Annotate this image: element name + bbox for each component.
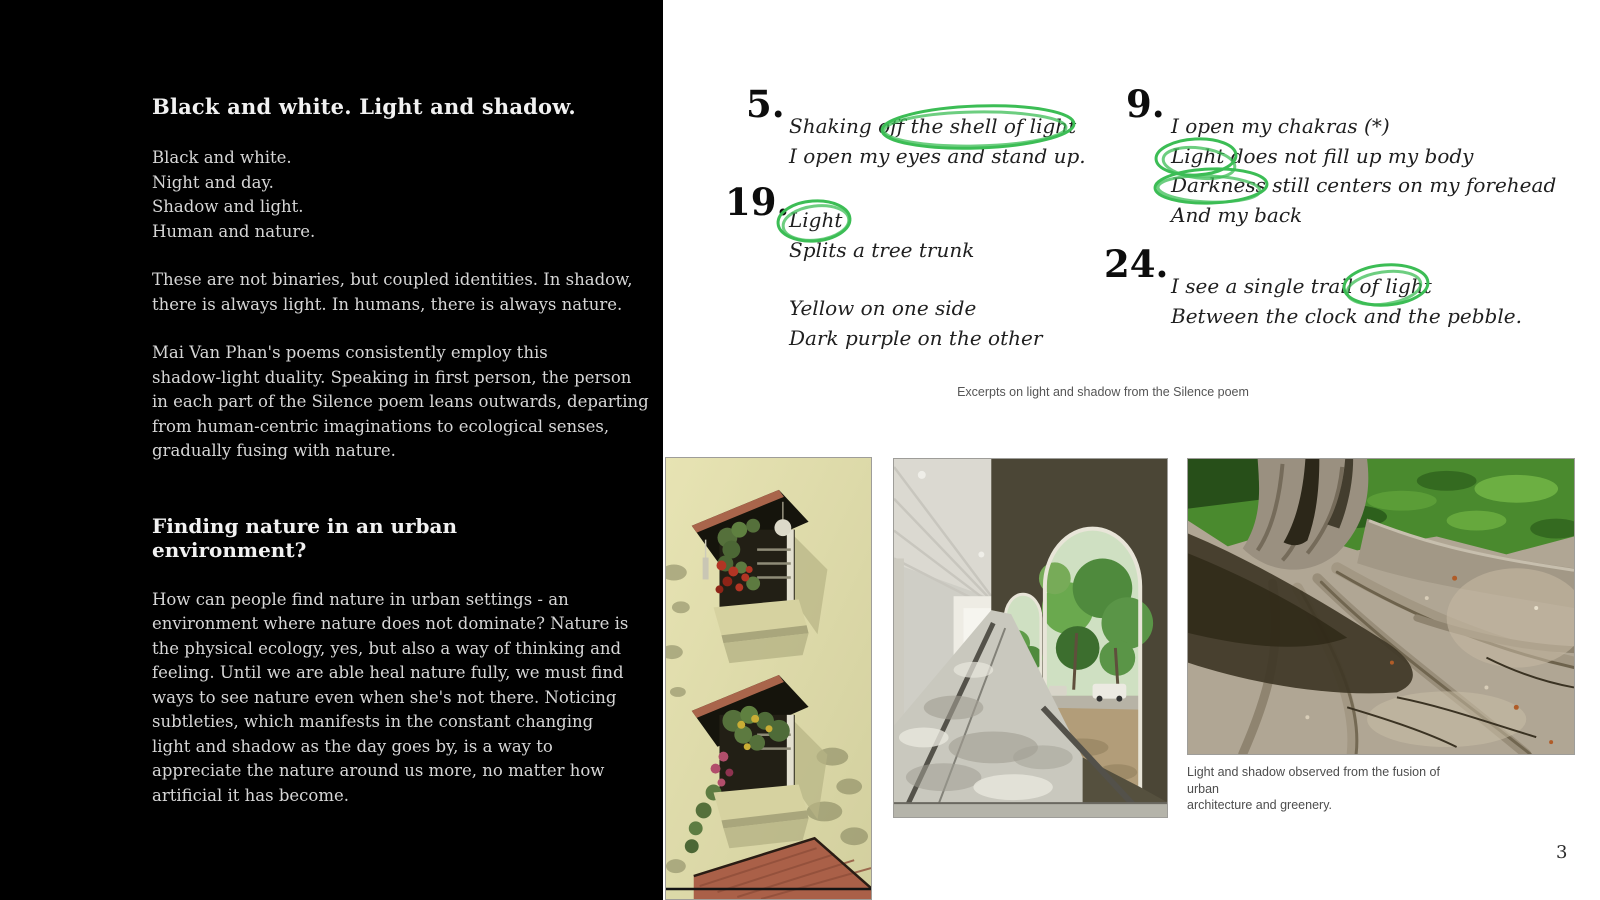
paragraph-line: Mai Van Phan's poems consistently employ this xyxy=(152,343,548,362)
excerpt-number-24: 24. xyxy=(1104,242,1169,286)
paragraph-line: there is always light. In humans, there is always nature. xyxy=(152,294,623,314)
excerpt-19-lines xyxy=(789,206,1042,353)
intro-line: Shadow and light. xyxy=(152,197,304,216)
poem-line: Between the clock and the pebble. xyxy=(1171,303,1522,328)
poem-line: Light xyxy=(789,208,843,232)
paragraph-mai-van-phan xyxy=(152,341,649,464)
excerpt-9-lines xyxy=(1171,112,1556,230)
poems-caption: Excerpts on light and shadow from the Silence poem xyxy=(957,385,1249,399)
excerpt-24-lines xyxy=(1171,272,1522,331)
tree-roots-illustration xyxy=(1188,459,1574,754)
excerpt-number-19: 19. xyxy=(725,180,790,224)
intro-lines xyxy=(152,146,582,244)
intro-line: Black and white. xyxy=(152,148,292,167)
photo-tree-roots xyxy=(1187,458,1575,755)
paragraph-line: gradually fusing with nature. xyxy=(152,441,396,460)
left-panel-content xyxy=(152,94,649,808)
poem-line: I see a single trail of light xyxy=(1171,274,1432,298)
paragraph-line: from human-centric imaginations to ecological senses, xyxy=(152,416,610,436)
paragraph-line: in each part of the Silence poem leans outwards, departing xyxy=(152,392,649,411)
paragraph-line: subtleties, which manifests in the constant changing xyxy=(152,712,594,731)
paragraph-line: feeling. Until we are able heal nature fully, we must find xyxy=(152,663,624,682)
intro-line: Night and day. xyxy=(152,172,274,192)
caption-line: architecture and greenery. xyxy=(1187,798,1332,812)
paragraph-line: How can people find nature in urban settings - an xyxy=(152,589,569,609)
poem-line: Darkness still centers on my forehead xyxy=(1171,173,1557,197)
poem-line: Splits a tree trunk xyxy=(789,237,975,262)
poem-line: Dark purple on the other xyxy=(789,325,1043,350)
excerpt-5-lines xyxy=(789,112,1086,171)
poem-line: Shaking off the shell of light xyxy=(789,114,1077,138)
section-heading-urban-nature: Finding nature in an urban environment? xyxy=(152,513,458,562)
paragraph-line: shadow-light duality. Speaking in first person, the person xyxy=(152,367,632,387)
paragraph-line: appreciate the nature around us more, no matter how xyxy=(152,761,605,780)
arcade-corridor-illustration xyxy=(894,459,1167,817)
left-panel xyxy=(0,0,663,900)
excerpt-number-5: 5. xyxy=(746,82,785,126)
poem-line: And my back xyxy=(1171,202,1303,227)
excerpt-number-9: 9. xyxy=(1126,82,1165,126)
poem-line: Yellow on one side xyxy=(789,296,977,320)
poem-line: Light does not fill up my body xyxy=(1171,143,1474,168)
caption-line: Light and shadow observed from the fusion of urban xyxy=(1187,765,1440,796)
page-number: 3 xyxy=(1556,842,1568,863)
building-facade-illustration xyxy=(666,458,871,899)
paragraph-urban-settings xyxy=(152,588,629,809)
photo-arcade-corridor xyxy=(893,458,1168,818)
poem-line: I open my eyes and stand up. xyxy=(789,143,1086,168)
poem-line: I open my chakras (*) xyxy=(1171,114,1390,138)
intro-line: Human and nature. xyxy=(152,221,316,241)
paragraph-line: environment where nature does not dominate? Nature is xyxy=(152,614,629,633)
paragraph-binaries xyxy=(152,268,633,317)
paragraph-line: the physical ecology, yes, but also a way of thinking and xyxy=(152,638,622,658)
photos-caption xyxy=(1187,764,1462,814)
photo-building-facade xyxy=(665,457,872,900)
paragraph-line: artificial it has become. xyxy=(152,785,350,805)
paragraph-line: light and shadow as the day goes by, is a way to xyxy=(152,736,553,756)
paragraph-line: ways to see nature even when she's not there. Noticing xyxy=(152,687,617,707)
paragraph-line: These are not binaries, but coupled identities. In shadow, xyxy=(152,270,633,289)
section-heading-black-white: Black and white. Light and shadow. xyxy=(152,94,576,119)
